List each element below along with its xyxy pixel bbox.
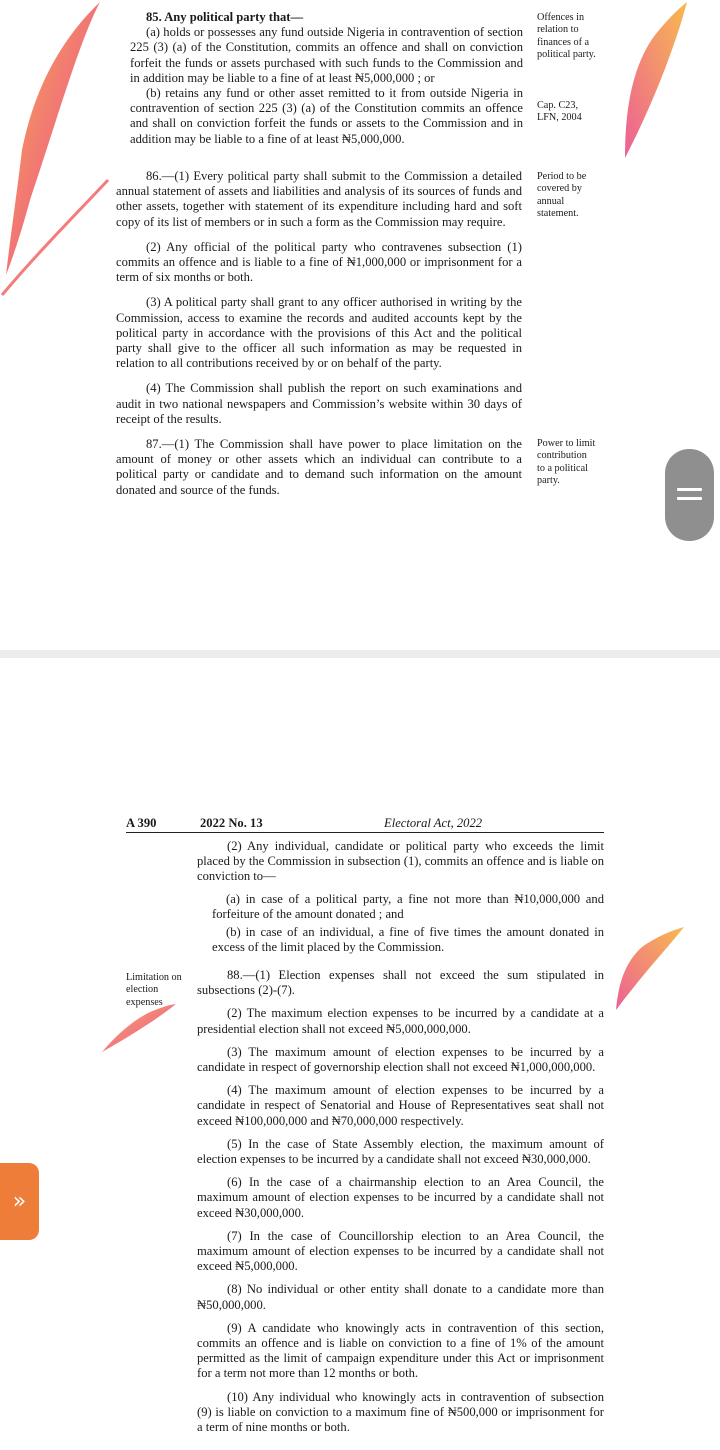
margin-note-offences: Offences in relation to finances of a political party.	[537, 12, 596, 61]
drag-handle-icon[interactable]	[665, 449, 714, 541]
next-page-button[interactable]	[0, 1163, 39, 1240]
section-88-3: (3) The maximum amount of election expenses to be incurred by a candidate in respect of governorship election shall not exceed ₦1,000,000,000.	[197, 1044, 604, 1075]
section-87-continued	[197, 839, 604, 955]
margin-note-period: Period to be covered by annual statement.	[537, 171, 587, 220]
section-85-intro: 85. Any political party that—	[146, 10, 304, 24]
highlighter-mark	[612, 925, 687, 1015]
section-88-4: (4) The maximum amount of election expenses to be incurred by a candidate in respect of Senatorial and House of Representatives seat shall not exceed ₦100,000,000 and ₦70,000,000 respectively.	[197, 1083, 604, 1128]
act-title: Electoral Act, 2022	[384, 816, 483, 830]
section-88-5: (5) In the case of State Assembly election, the maximum amount of election expenses to be incurred by a candidate shall not exceed ₦30,000,000.	[197, 1136, 604, 1167]
section-86	[116, 169, 522, 498]
section-86-3: (3) A political party shall grant to any officer authorised in writing by the Commission, access to examine the records and audited accounts kept by the political party in accordance with the provisions of this Act and the political party shall give to the officer all such information as may be requested in relation to all contributions received by or on behalf of the party.	[116, 295, 522, 371]
section-86-2: (2) Any official of the political party who contravenes subsection (1) commits an offence and is liable to a fine of ₦1,000,000 or imprisonment for a term of six months or both.	[116, 239, 522, 285]
section-88-6: (6) In the case of a chairmanship election to an Area Council, the maximum amount of election expenses to be incurred by a candidate shall not exceed ₦30,000,000.	[197, 1175, 604, 1220]
section-88-2: (2) The maximum election expenses to be incurred by a candidate at a presidential election shall not exceed ₦5,000,000,000.	[197, 1006, 604, 1036]
highlighter-mark	[615, 0, 695, 170]
section-86-1: 86.—(1) Every political party shall submit to the Commission a detailed annual statement of assets and liabilities and analysis of its sources of funds and other assets, together with statement of its expenditure including hard and soft copy of its list of members or in such a form as the Commission may require.	[116, 169, 522, 229]
section-85-a: (a) holds or possesses any fund outside Nigeria in contravention of section 225 (3) (a) of the Constitution, commits an offence and shall on conviction forfeit the funds or assets purchased with such funds to the Commission and in addition may be liable to a fine of at least ₦5,000,000 ; or	[130, 25, 523, 85]
section-86-4: (4) The Commission shall publish the report on such examinations and audit in two national newspapers and Commission’s website within 30 days of receipt of the results.	[116, 381, 522, 426]
section-88-8: (8) No individual or other entity shall donate to a candidate more than ₦50,000,000.	[197, 1282, 604, 1312]
section-88-10: (10) Any individual who knowingly acts in contravention of subsection (9) is liable on conviction to a maximum fine of ₦500,000 or imprisonment for a term of nine months or both.	[197, 1389, 604, 1435]
margin-note-limitation: Limitation on election expenses	[126, 972, 182, 1008]
running-header	[126, 816, 604, 833]
margin-note-cap: Cap. C23, LFN, 2004	[537, 100, 582, 124]
section-88-9: (9) A candidate who knowingly acts in contravention of this section, commits an offence and is liable on conviction to a fine of 1% of the amount permitted as the limit of campaign expenditure under this Act or imprisonment for a term not more than 12 months or both.	[197, 1320, 604, 1381]
page-number: A 390	[126, 816, 157, 830]
act-number: 2022 No. 13	[200, 816, 263, 830]
margin-note-power: Power to limit contribution to a political party.	[537, 438, 596, 487]
section-87-1: 87.—(1) The Commission shall have power to place limitation on the amount of money or other assets which an individual can contribute to a political party or candidate and to demand such information on the amount donated and source of the funds.	[116, 437, 522, 497]
document-page-1	[0, 0, 720, 650]
section-87-2: (2) Any individual, candidate or political party who exceeds the limit placed by the Commission in subsection (1), commits an offence and is liable on conviction to—	[197, 839, 604, 884]
section-87-2-a: (a) in case of a political party, a fine not more than ₦10,000,000 and forfeiture of the amount donated ; and	[212, 891, 604, 921]
section-88-1: 88.—(1) Election expenses shall not exceed the sum stipulated in subsections (2)-(7).	[197, 968, 604, 998]
section-88	[197, 968, 604, 1435]
section-85	[130, 10, 523, 147]
section-85-b: (b) retains any fund or other asset remitted to it from outside Nigeria in contravention of section 225 (3) (a) of the Constitution commits an offence and shall on conviction forfeit the funds or assets to the Commission and in addition may be liable to a fine of at least ₦5,000,000.	[130, 86, 523, 146]
section-88-7: (7) In the case of Councillorship election to an Area Council, the maximum amount of election expenses to be incurred by a candidate shall not exceed ₦5,000,000.	[197, 1228, 604, 1274]
page-separator	[0, 650, 720, 658]
section-87-2-b: (b) in case of an individual, a fine of five times the amount donated in excess of the limit placed by the Commission.	[212, 925, 604, 955]
double-chevron-right-icon: »	[12, 1189, 27, 1214]
highlighter-mark	[0, 0, 120, 300]
